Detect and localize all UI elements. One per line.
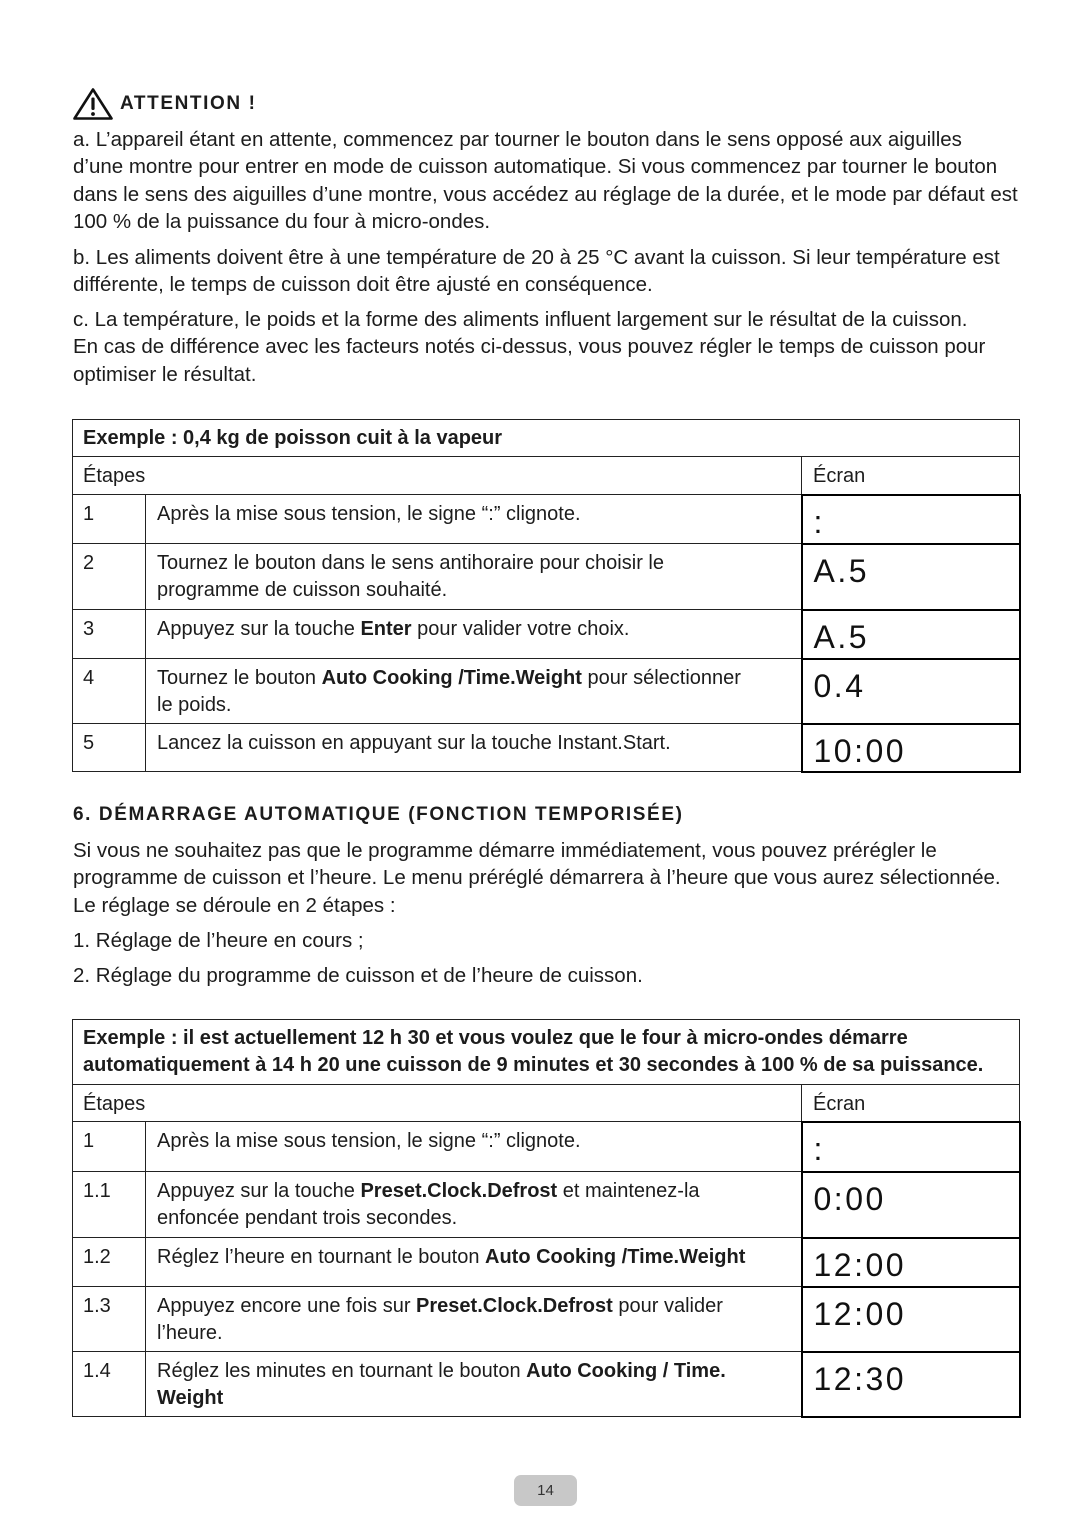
text-segment: Appuyez encore une fois sur [157,1295,417,1317]
screen-display: 0:00 [802,1172,1020,1238]
text-line: dans le sens des aiguilles d’une montre, vous accédez au réglage de la durée, et le mode par défaut est [73,182,1018,206]
text-line: optimiser le résultat. [73,362,257,386]
table-row [73,1172,1020,1238]
description-line: Lancez la cuisson en appuyant sur la touche Instant.Start. [157,732,671,754]
screen-display: : [802,1122,1020,1172]
key-name: Enter [360,618,412,640]
list-item [73,962,643,989]
text-line: b. Les aliments doivent être à une température de 20 à 25 °C avant la cuisson. Si leur température est [73,246,1000,269]
text-line: d’une montre pour entrer en mode de cuisson automatique. Si vous commencez par tourner le bouton [73,155,998,179]
knob-name: Weight [157,1387,224,1409]
description-line: l’heure. [157,1322,223,1344]
text-line: a. L’appareil étant en attente, commencez par tourner le bouton dans le sens opposé aux aiguilles [73,128,962,151]
step-description [146,1172,802,1238]
step-number: 1.2 [73,1238,146,1287]
column-header-steps: Étapes [73,457,802,495]
step-description [146,724,802,772]
knob-name: Auto Cooking /Time.Weight [485,1246,746,1268]
text-segment: pour sélectionner [581,667,741,689]
description-line [157,1358,791,1385]
description-line [157,1244,791,1271]
step-number: 1.3 [73,1287,146,1352]
step-number: 1.1 [73,1172,146,1238]
text-segment: pour valider [612,1295,723,1317]
text-segment: Appuyez sur la touche [157,1180,361,1202]
step-description [146,495,802,544]
screen-display: 12:30 [802,1352,1020,1417]
step-description [146,1287,802,1352]
screen-display: A.5 [802,544,1020,610]
list-item [73,927,364,954]
step-number: 5 [73,724,146,772]
description-line: Après la mise sous tension, le signe “:” clignote. [157,1130,581,1152]
table-row [73,659,1020,724]
screen-display: 0.4 [802,659,1020,724]
title-line: Exemple : il est actuellement 12 h 30 et vous voulez que le four à micro-ondes démarre [83,1027,908,1049]
title-line: automatiquement à 14 h 20 une cuisson de 9 minutes et 30 secondes à 100 % de sa puissance. [83,1054,984,1076]
text-line: En cas de différence avec les facteurs notés ci-dessus, vous pouvez régler le temps de cuisson pour [73,335,986,359]
description-line [157,616,791,643]
step-number: 1 [73,495,146,544]
example-table-steamed-fish [72,419,1021,773]
table-row [73,1287,1020,1352]
section-heading: 6. DÉMARRAGE AUTOMATIQUE (FONCTION TEMPORISÉE) [73,804,684,825]
attention-paragraph-c [73,306,985,388]
table-title-row [73,1020,1020,1085]
table-title [73,1020,1020,1085]
description-line [157,1178,791,1205]
page-number: 14 [514,1475,577,1506]
text-line: différente, le temps de cuisson doit être ajusté en conséquence. [73,273,653,297]
warning-icon [72,87,114,121]
table-row [73,495,1020,544]
attention-title: ATTENTION ! [120,93,257,114]
description-line: enfoncée pendant trois secondes. [157,1207,458,1229]
table-row [73,1122,1020,1172]
screen-display: 12:00 [802,1238,1020,1287]
step-number: 2 [73,544,146,610]
table-row [73,1238,1020,1287]
screen-display: : [802,495,1020,544]
screen-display: A.5 [802,610,1020,659]
key-name: Preset.Clock.Defrost [416,1295,613,1317]
key-name: Preset.Clock.Defrost [360,1180,558,1202]
description-line: programme de cuisson souhaité. [157,579,448,601]
text-line: Le réglage se déroule en 2 étapes : [73,893,396,917]
step-number: 4 [73,659,146,724]
step-description [146,610,802,659]
description-line: Tournez le bouton dans le sens antihoraire pour choisir le [157,552,664,574]
step-description [146,544,802,610]
table-row [73,1352,1020,1417]
step-description [146,1352,802,1417]
step-number: 1 [73,1122,146,1172]
text-segment: Réglez les minutes en tournant le bouton [157,1360,527,1382]
text-line: 2. Réglage du programme de cuisson et de l’heure de cuisson. [73,964,643,987]
table-row [73,724,1020,772]
table-title: Exemple : 0,4 kg de poisson cuit à la vapeur [73,420,1020,457]
attention-paragraph-b [73,244,1000,299]
example-table-delayed-start [72,1019,1021,1418]
step-description [146,1238,802,1287]
text-line: 1. Réglage de l’heure en cours ; [73,929,364,952]
screen-display: 12:00 [802,1287,1020,1352]
text-segment: Appuyez sur la touche [157,618,361,640]
knob-name: Auto Cooking /Time.Weight [321,667,582,689]
step-number: 1.4 [73,1352,146,1417]
text-segment: Tournez le bouton [157,667,322,689]
text-line: Si vous ne souhaitez pas que le programme démarre immédiatement, vous pouvez prérégler le [73,839,937,862]
description-line: Après la mise sous tension, le signe “:” clignote. [157,503,581,525]
description-line: le poids. [157,694,232,716]
text-segment: et maintenez-la [557,1180,700,1202]
column-header-steps: Étapes [73,1085,802,1122]
attention-paragraph-a [73,126,1018,235]
step-description [146,659,802,724]
text-line: 100 % de la puissance du four à micro-ondes. [73,209,491,233]
description-line [157,1385,791,1412]
description-line [157,665,791,692]
step-description [146,1122,802,1172]
text-segment: pour valider votre choix. [411,618,630,640]
knob-name: Auto Cooking / Time. [526,1360,726,1382]
table-row [73,610,1020,659]
table-header-row [73,1085,1020,1122]
text-segment: Réglez l’heure en tournant le bouton [157,1246,486,1268]
step-number: 3 [73,610,146,659]
section-intro [73,837,1001,919]
text-line: c. La température, le poids et la forme des aliments influent largement sur le résultat de la cuisson. [73,308,968,331]
table-row [73,544,1020,610]
table-title-row [73,420,1020,457]
column-header-screen: Écran [802,457,1020,495]
description-line [157,1293,791,1320]
screen-display: 10:00 [802,724,1020,772]
column-header-screen: Écran [802,1085,1020,1122]
text-line: programme de cuisson et l’heure. Le menu préréglé démarrera à l’heure que vous aurez sélectionnée. [73,866,1001,890]
table-header-row [73,457,1020,495]
